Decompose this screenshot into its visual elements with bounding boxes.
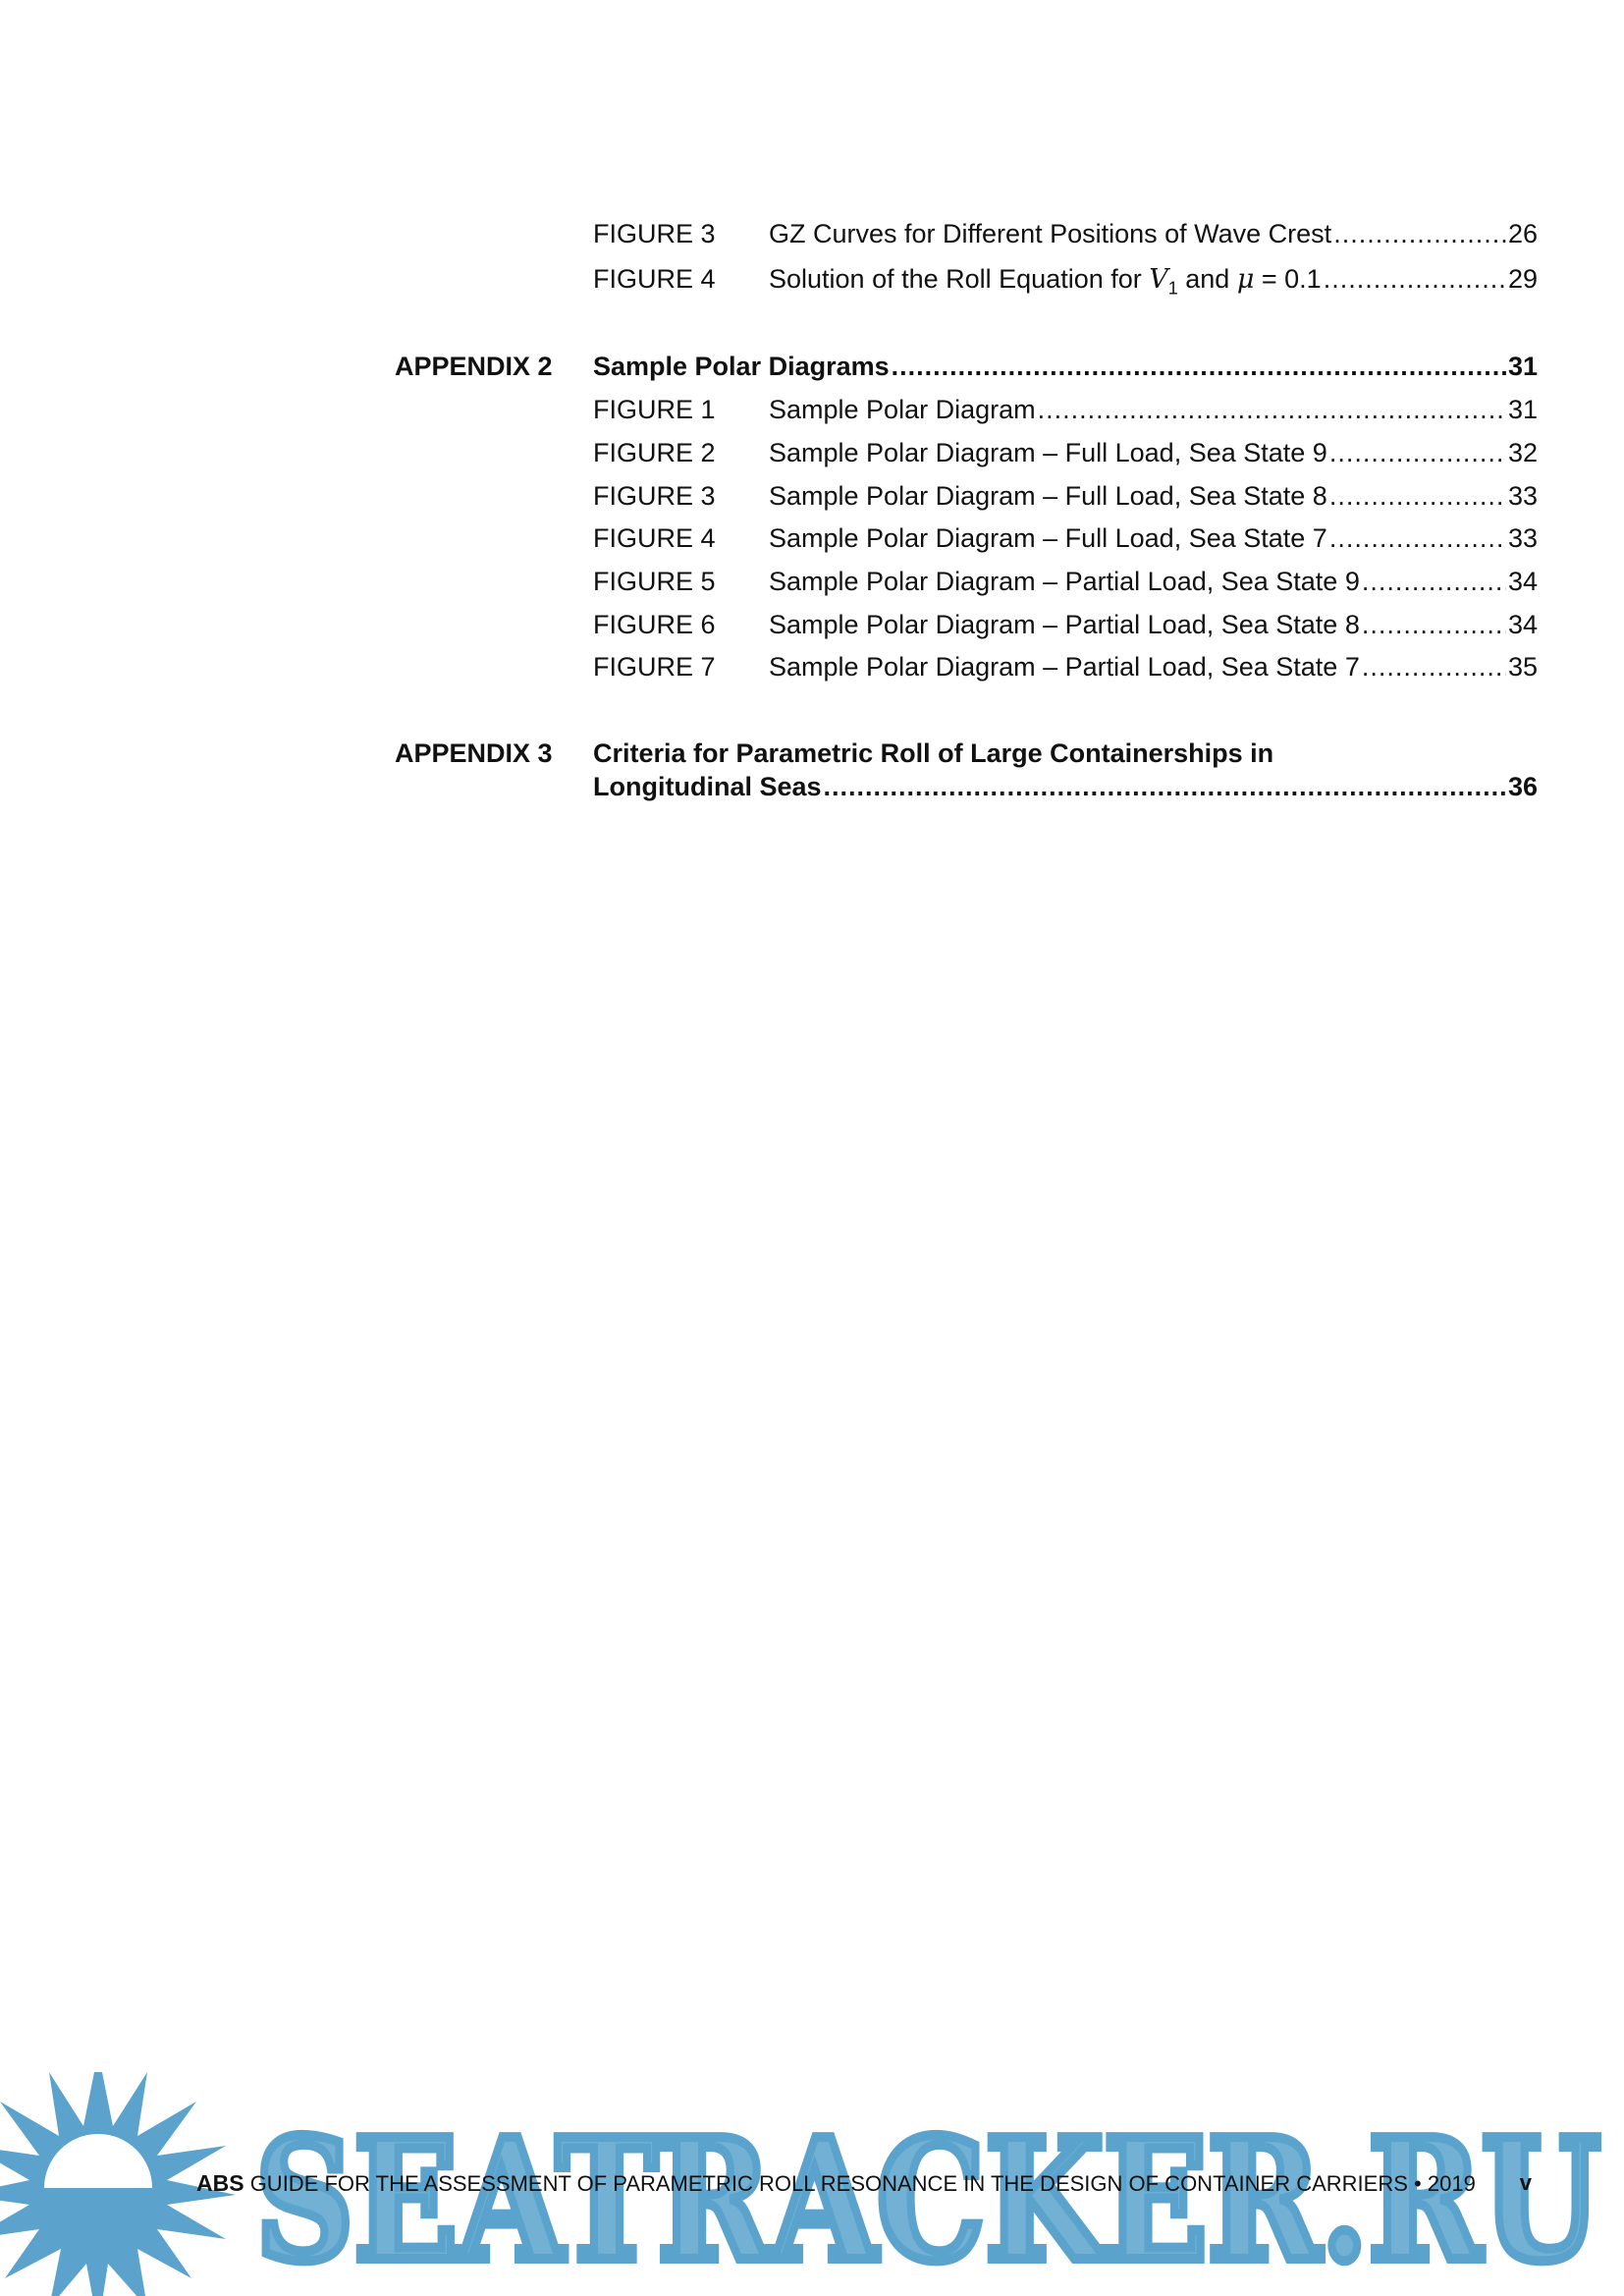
figure-label: FIGURE 3 [593,481,716,511]
title-and: and [1177,264,1237,294]
figure-label: FIGURE 4 [593,264,716,294]
dot-leader [1362,649,1506,684]
math-mu-symbol: μ [1236,264,1255,295]
footer-title: GUIDE FOR THE ASSESSMENT OF PARAMETRIC ROLL RESONANCE IN THE DESIGN OF CONTAINER CARRIERS [249,2171,1408,2196]
figure-title: Sample Polar Diagram – Full Load, Sea State 9 [769,438,1327,467]
page-number: 33 [1507,481,1538,511]
page-number: 33 [1507,523,1538,553]
page-footer [196,2166,1532,2200]
figure-label: FIGURE 5 [593,567,716,596]
figure-title: GZ Curves for Different Positions of Wave Crest [769,219,1332,248]
figure-label: FIGURE 6 [593,610,716,639]
toc-figure-row[interactable] [593,607,1538,642]
toc-figure-row[interactable] [593,216,1538,251]
math-v-subscript: 1 [1167,278,1178,299]
footer-page-number: v [1519,2170,1532,2195]
dot-leader [1038,392,1506,427]
figure-title [769,261,1322,305]
math-v-symbol: V [1149,264,1168,295]
figure-label: FIGURE 3 [593,219,716,248]
figure-title: Sample Polar Diagram – Full Load, Sea State 8 [769,481,1327,511]
appendix-title: Sample Polar Diagrams [593,352,890,381]
toc-figure-row[interactable] [593,435,1538,470]
footer-separator: • [1414,2171,1422,2196]
title-suffix: = 0.1 [1254,264,1322,294]
dot-leader [1329,478,1506,514]
figure-title: Sample Polar Diagram [769,395,1036,424]
appendix-label: APPENDIX 3 [395,738,553,768]
figure-label: FIGURE 1 [593,395,716,424]
page-number: 32 [1507,438,1538,467]
toc-figure-row[interactable] [593,520,1538,556]
footer-brand: ABS [196,2170,244,2196]
page-number: 31 [1507,352,1538,381]
page-number: 31 [1507,395,1538,424]
dot-leader [1324,261,1506,297]
dot-leader [1329,520,1506,556]
toc-appendix-3[interactable] [395,736,1538,771]
page-number: 26 [1507,219,1538,248]
appendix-title-line-2: Longitudinal Seas [593,772,822,801]
title-prefix: Solution of the Roll Equation for [769,264,1150,294]
toc-figure-row[interactable] [593,478,1538,514]
toc-figure-row[interactable] [593,564,1538,599]
figure-label: FIGURE 2 [593,438,716,467]
appendix-title-line-1: Criteria for Parametric Roll of Large Containerships in [593,738,1274,768]
appendix-label: APPENDIX 2 [395,352,553,381]
figure-label: FIGURE 7 [593,652,716,682]
footer-year: 2019 [1427,2171,1476,2196]
dot-leader [1333,216,1506,251]
figure-label: FIGURE 4 [593,523,716,553]
page-number: 36 [1507,772,1538,801]
figure-title: Sample Polar Diagram – Partial Load, Sea State 8 [769,610,1360,639]
page-number: 34 [1507,567,1538,596]
figure-title: Sample Polar Diagram – Partial Load, Sea State 7 [769,652,1360,682]
dot-leader [892,349,1506,384]
figure-title: Sample Polar Diagram – Partial Load, Sea State 9 [769,567,1360,596]
dot-leader [1362,564,1506,599]
figure-title: Sample Polar Diagram – Full Load, Sea State 7 [769,523,1327,553]
page-number: 29 [1507,264,1538,294]
toc-appendix-3-continued[interactable] [395,769,1538,804]
dot-leader [1362,607,1506,642]
page-number: 34 [1507,610,1538,639]
page-number: 35 [1507,652,1538,682]
toc-appendix-2[interactable] [395,349,1538,384]
watermark-text-outline: SEATRACKER.RU [255,2103,1600,2296]
dot-leader [1329,435,1506,470]
toc-figure-row[interactable] [593,649,1538,684]
toc-figure-row[interactable] [593,392,1538,427]
dot-leader [824,769,1506,804]
watermark-text: SEATRACKER.RU [255,2103,1600,2296]
toc-figure-row[interactable] [593,261,1538,297]
